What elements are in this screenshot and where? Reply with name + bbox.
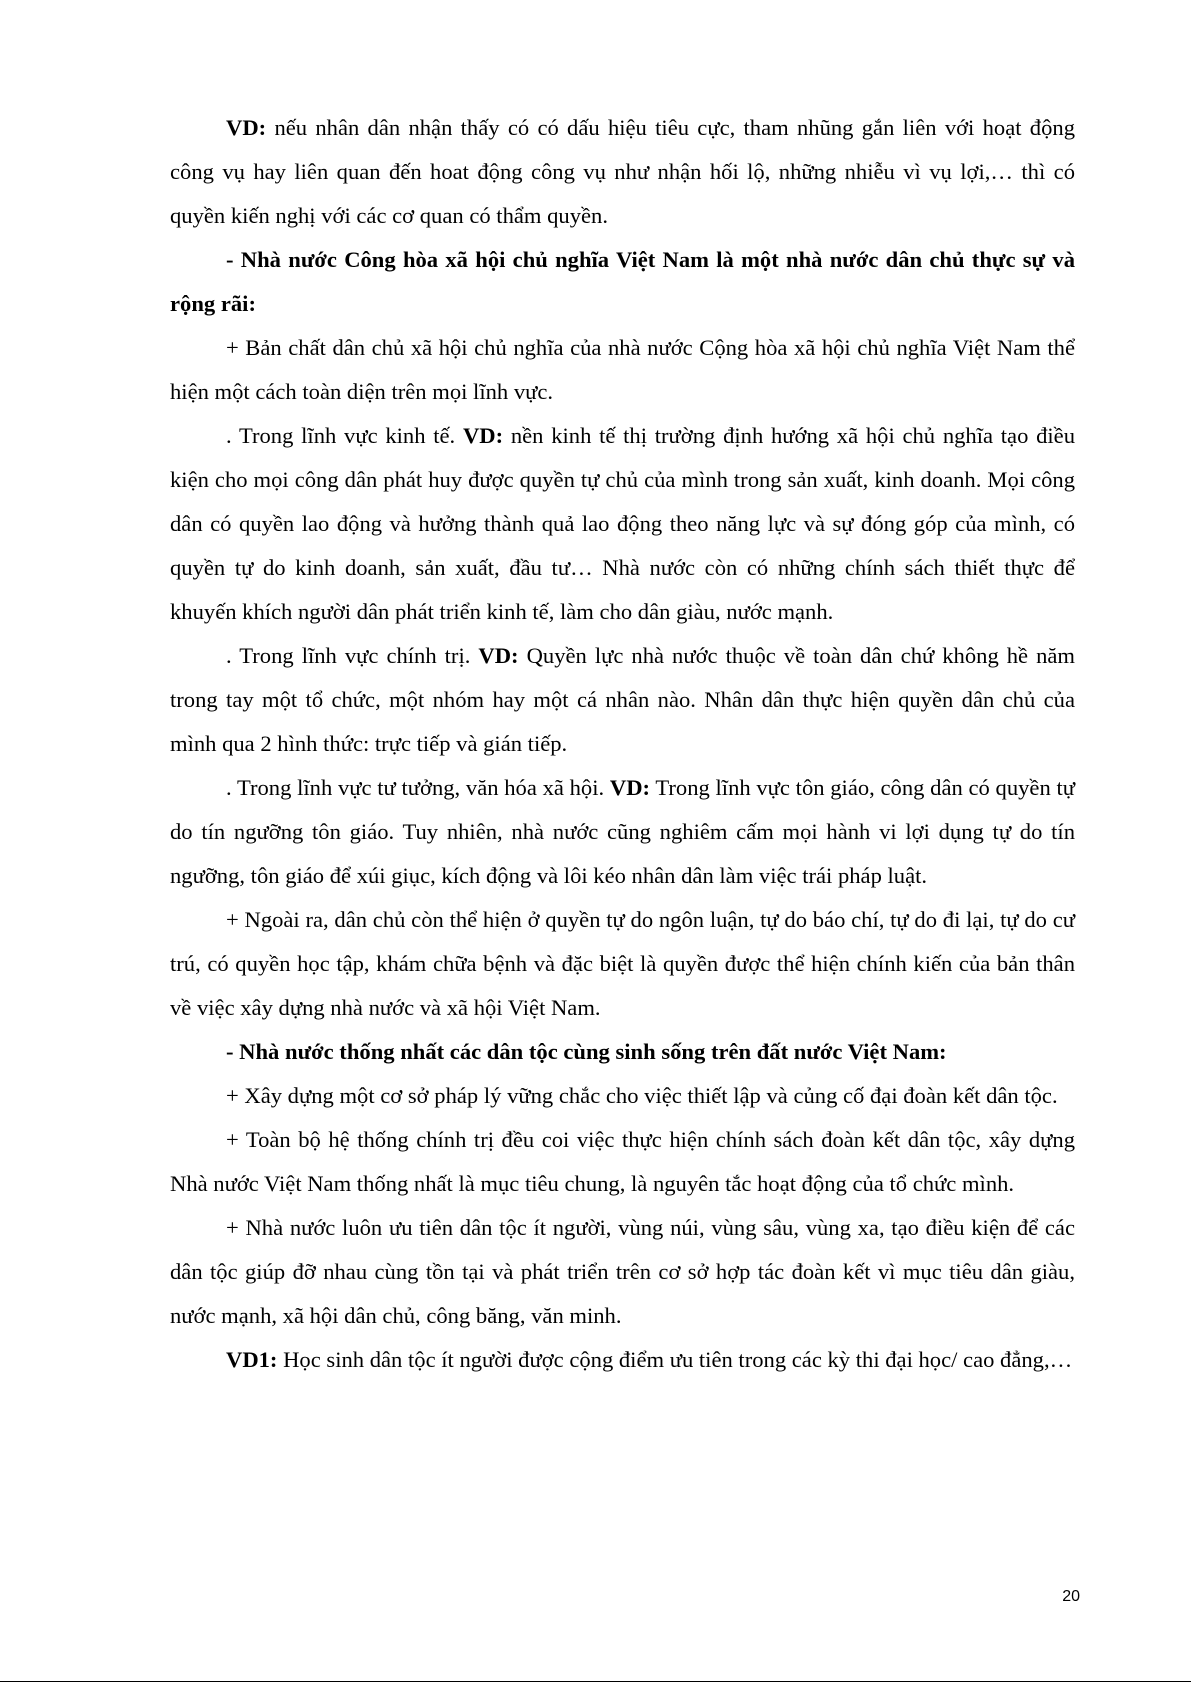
example-label: VD: — [226, 115, 267, 140]
page-number: 20 — [1062, 1588, 1080, 1605]
example-label: VD: — [462, 423, 504, 448]
paragraph-text: Trong lĩnh vực tôn giáo, công dân có quyền tự do tín ngưỡng tôn giáo. Tuy nhiên, nhà nước cũng nghiêm cấm mọi hành vi lợi dụng tự do tín ngưỡng, tôn giáo để xúi giục, kích động và lôi kéo nhân dân làm việc trái pháp luật. — [170, 775, 1075, 888]
paragraph-text: nền kinh tế thị trường định hướng xã hội chủ nghĩa tạo điều kiện cho mọi công dân phát huy được quyền tự chủ của mình trong sản xuất, kinh doanh. Mọi công dân có quyền lao động và hưởng thành quả lao động theo năng lực và sự đóng góp của mình, có quyền tự do kinh doanh, sản xuất, đầu tư… Nhà nước còn có những chính sách thiết thực để khuyến khích người dân phát triển kinh tế, làm cho dân giàu, nước mạnh. — [170, 423, 1075, 624]
paragraph-text: Quyền lực nhà nước thuộc về toàn dân chứ không hề năm trong tay một tổ chức, một nhóm hay một cá nhân nào. Nhân dân thực hiện quyền dân chủ của mình qua 2 hình thức: trực tiếp và gián tiếp. — [170, 643, 1076, 756]
document-body — [170, 106, 1075, 1382]
section-heading-unity: - Nhà nước thống nhất các dân tộc cùng sinh sống trên đất nước Việt Nam: — [226, 1039, 947, 1064]
paragraph-political-system: + Toàn bộ hệ thống chính trị đều coi việc thực hiện chính sách đoàn kết dân tộc, xây dựng Nhà nước Việt Nam thống nhất là mục tiêu chung, là nguyên tắc hoạt động của tổ chức mình. — [170, 1127, 1075, 1196]
paragraph-lead: . Trong lĩnh vực tư tưởng, văn hóa xã hội. — [226, 775, 610, 800]
paragraph-ethnic-priority: + Nhà nước luôn ưu tiên dân tộc ít người, vùng núi, vùng sâu, vùng xa, tạo điều kiện để các dân tộc giúp đỡ nhau cùng tồn tại và phát triển trên cơ sở hợp tác đoàn kết vì mục tiêu dân giàu, nước mạnh, xã hội dân chủ, công băng, văn minh. — [170, 1215, 1075, 1328]
page-bottom-rule — [0, 1681, 1191, 1682]
paragraph-text: Học sinh dân tộc ít người được cộng điểm ưu tiên trong các kỳ thi đại học/ cao đẳng,… — [277, 1347, 1073, 1372]
paragraph-politics — [170, 634, 1075, 766]
paragraph-example-corruption — [170, 106, 1075, 238]
section-heading-democracy: - Nhà nước Công hòa xã hội chủ nghĩa Việt Nam là một nhà nước dân chủ thực sự và rộng rãi: — [170, 247, 1075, 316]
paragraph-legal-basis: + Xây dựng một cơ sở pháp lý vững chắc cho việc thiết lập và củng cố đại đoàn kết dân tộc. — [226, 1083, 1058, 1108]
paragraph-text: nếu nhân dân nhận thấy có có dấu hiệu tiêu cực, tham nhũng gắn liên với hoạt động công vụ hay liên quan đến hoat động công vụ như nhận hối lộ, những nhiễu vì vụ lợi,… thì có quyền kiến nghị với các cơ quan có thẩm quyền. — [170, 115, 1075, 228]
paragraph-socialist-democracy: + Bản chất dân chủ xã hội chủ nghĩa của nhà nước Cộng hòa xã hội chủ nghĩa Việt Nam thể hiện một cách toàn diện trên mọi lĩnh vực. — [170, 335, 1075, 404]
paragraph-example-students — [170, 1338, 1075, 1382]
paragraph-culture — [170, 766, 1075, 898]
example-label: VD: — [609, 775, 651, 800]
paragraph-freedoms: + Ngoài ra, dân chủ còn thể hiện ở quyền tự do ngôn luận, tự do báo chí, tự do đi lại, tự do cư trú, có quyền học tập, khám chữa bệnh và đặc biệt là quyền được thể hiện chính kiến của bản thân về việc xây dựng nhà nước và xã hội Việt Nam. — [170, 907, 1075, 1020]
paragraph-lead: . Trong lĩnh vực chính trị. — [226, 643, 479, 668]
paragraph-economy — [170, 414, 1075, 634]
example-label: VD1: — [226, 1347, 278, 1372]
example-label: VD: — [478, 643, 519, 668]
paragraph-lead: . Trong lĩnh vực kinh tế. — [226, 423, 463, 448]
